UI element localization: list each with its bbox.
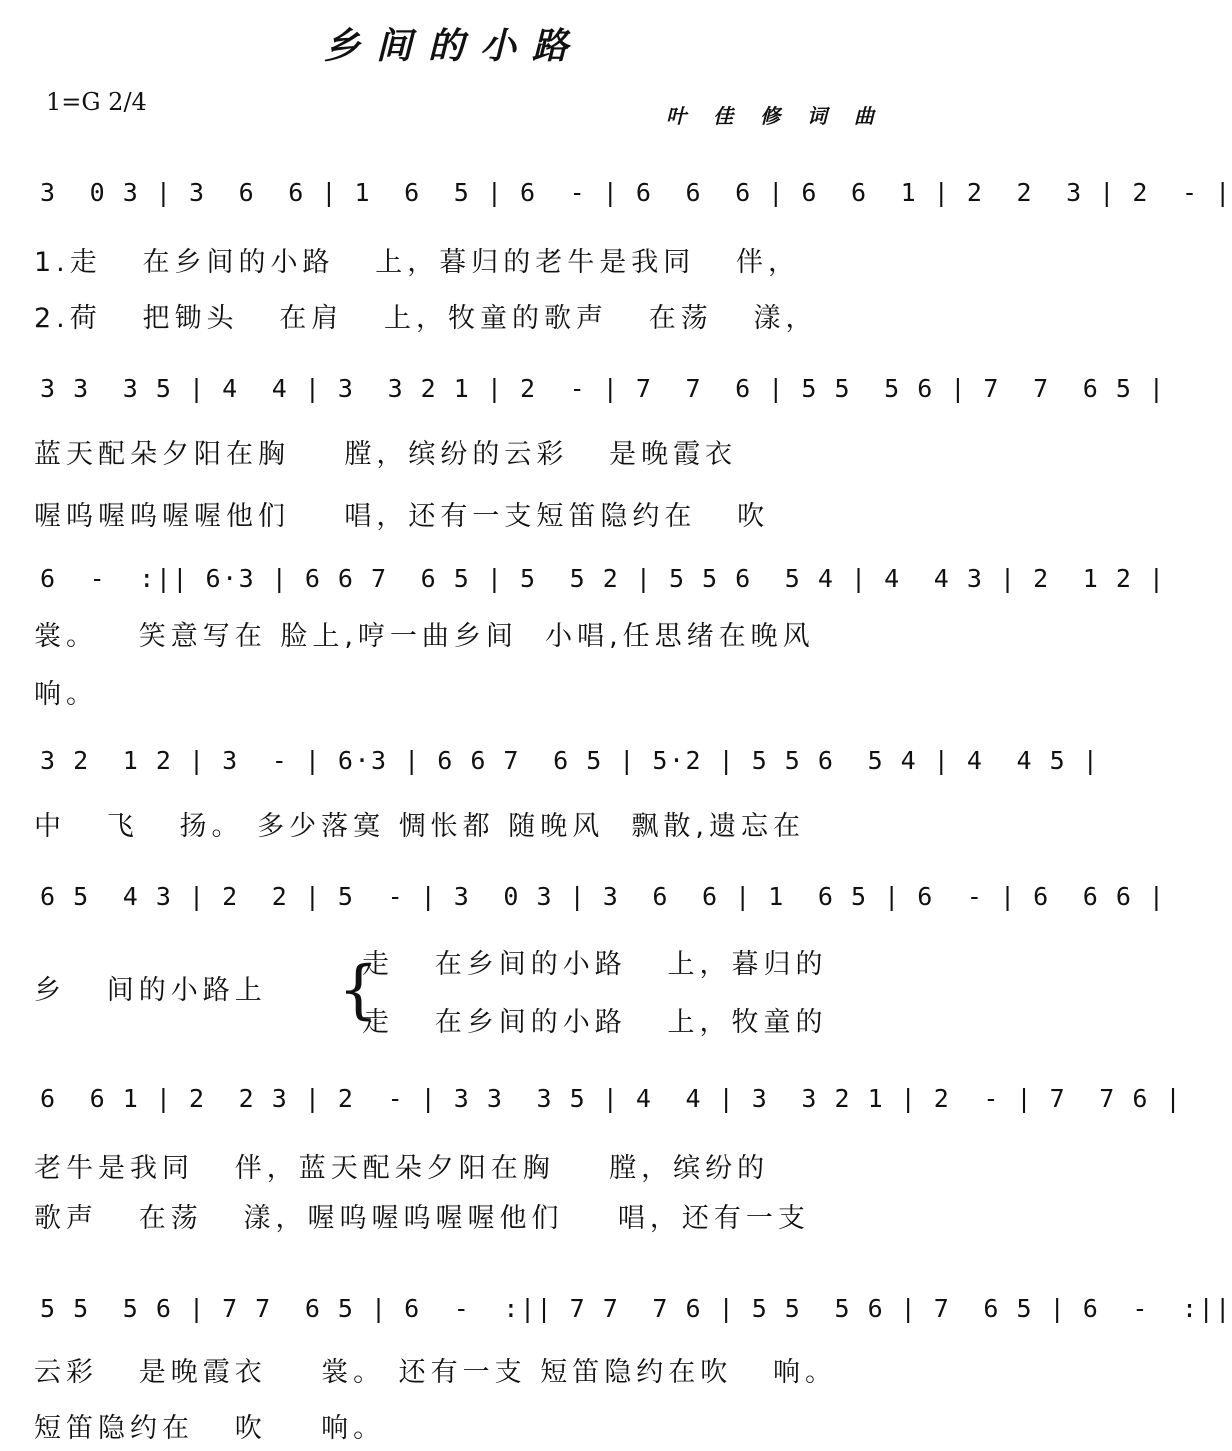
staff-line-2 <box>30 366 1166 428</box>
staff-line-6 <box>30 1076 1183 1138</box>
key-signature: 1=G 2/4 <box>46 88 147 116</box>
lyric-line: 喔呜喔呜喔喔他们 唱，还有一支短笛隐约在 吹 <box>34 501 770 532</box>
staff-notes: 3 0 3 | 3 6 6 | 1 6 5 | 6 - | 6 6 6 | 6 6 1 | 2 2 3 | 2 - | <box>40 178 1232 207</box>
staff-notes: 6 5 4 3 | 2 2 | 5 - | 3 0 3 | 3 6 6 | 1 6 5 | 6 - | 6 6 6 | <box>40 882 1166 911</box>
lyric-line: 1.走 在乡间的小路 上，暮归的老牛是我同 伴， <box>34 247 801 278</box>
staff-line-3 <box>30 556 1166 618</box>
staff-line-5 <box>30 874 1166 936</box>
lyric-line: 走 在乡间的小路 上，暮归的 <box>362 949 828 980</box>
lyric-line: 蓝天配朵夕阳在胸 膛，缤纷的云彩 是晚霞衣 <box>34 439 738 470</box>
lyric-line: 老牛是我同 伴，蓝天配朵夕阳在胸 膛，缤纷的 <box>34 1153 770 1184</box>
verse-brace-icon: { <box>338 953 379 1027</box>
staff-line-7 <box>30 1286 1232 1348</box>
lyric-line: 走 在乡间的小路 上，牧童的 <box>362 1007 828 1038</box>
lyric-line: 歌声 在荡 漾，喔呜喔呜喔喔他们 唱，还有一支 <box>34 1203 810 1234</box>
staff-notes: 3 2 1 2 | 3 - | 6·3 | 6 6 7 6 5 | 5·2 | 5 5 6 5 4 | 4 4 5 | <box>40 746 1100 775</box>
lyric-line: 乡 间的小路上 <box>34 975 267 1006</box>
staff-notes: 5 5 5 6 | 7 7 6 5 | 6 - :|| 7 7 7 6 | 5 5 5 6 | 7 6 5 | 6 - :|| <box>40 1294 1232 1323</box>
staff-notes: 6 - :|| 6·3 | 6 6 7 6 5 | 5 5 2 | 5 5 6 5 4 | 4 4 3 | 2 1 2 | <box>40 564 1166 593</box>
lyric-line: 短笛隐约在 吹 响。 <box>34 1413 386 1444</box>
author-credit: 叶 佳 修 词 曲 <box>666 104 884 128</box>
lyric-line: 中 飞 扬。 多少落寞 惆怅都 随晚风 飘散,遗忘在 <box>34 811 805 842</box>
staff-notes: 3 3 3 5 | 4 4 | 3 3 2 1 | 2 - | 7 7 6 | 5 5 5 6 | 7 7 6 5 | <box>40 374 1166 403</box>
lyric-line: 云彩 是晚霞衣 裳。 还有一支 短笛隐约在吹 响。 <box>34 1357 837 1388</box>
lyric-line: 裳。 笑意写在 脸上,哼一曲乡间 小唱,任思绪在晚风 <box>34 621 815 652</box>
staff-notes: 6 6 1 | 2 2 3 | 2 - | 3 3 3 5 | 4 4 | 3 3 2 1 | 2 - | 7 7 6 | <box>40 1084 1183 1113</box>
lyric-line: 2.荷 把锄头 在肩 上，牧童的歌声 在荡 漾， <box>34 303 818 334</box>
staff-line-4 <box>30 738 1100 800</box>
lyric-line: 响。 <box>34 679 98 710</box>
staff-line-1 <box>30 170 1232 232</box>
song-title: 乡间的小路 <box>323 25 584 67</box>
